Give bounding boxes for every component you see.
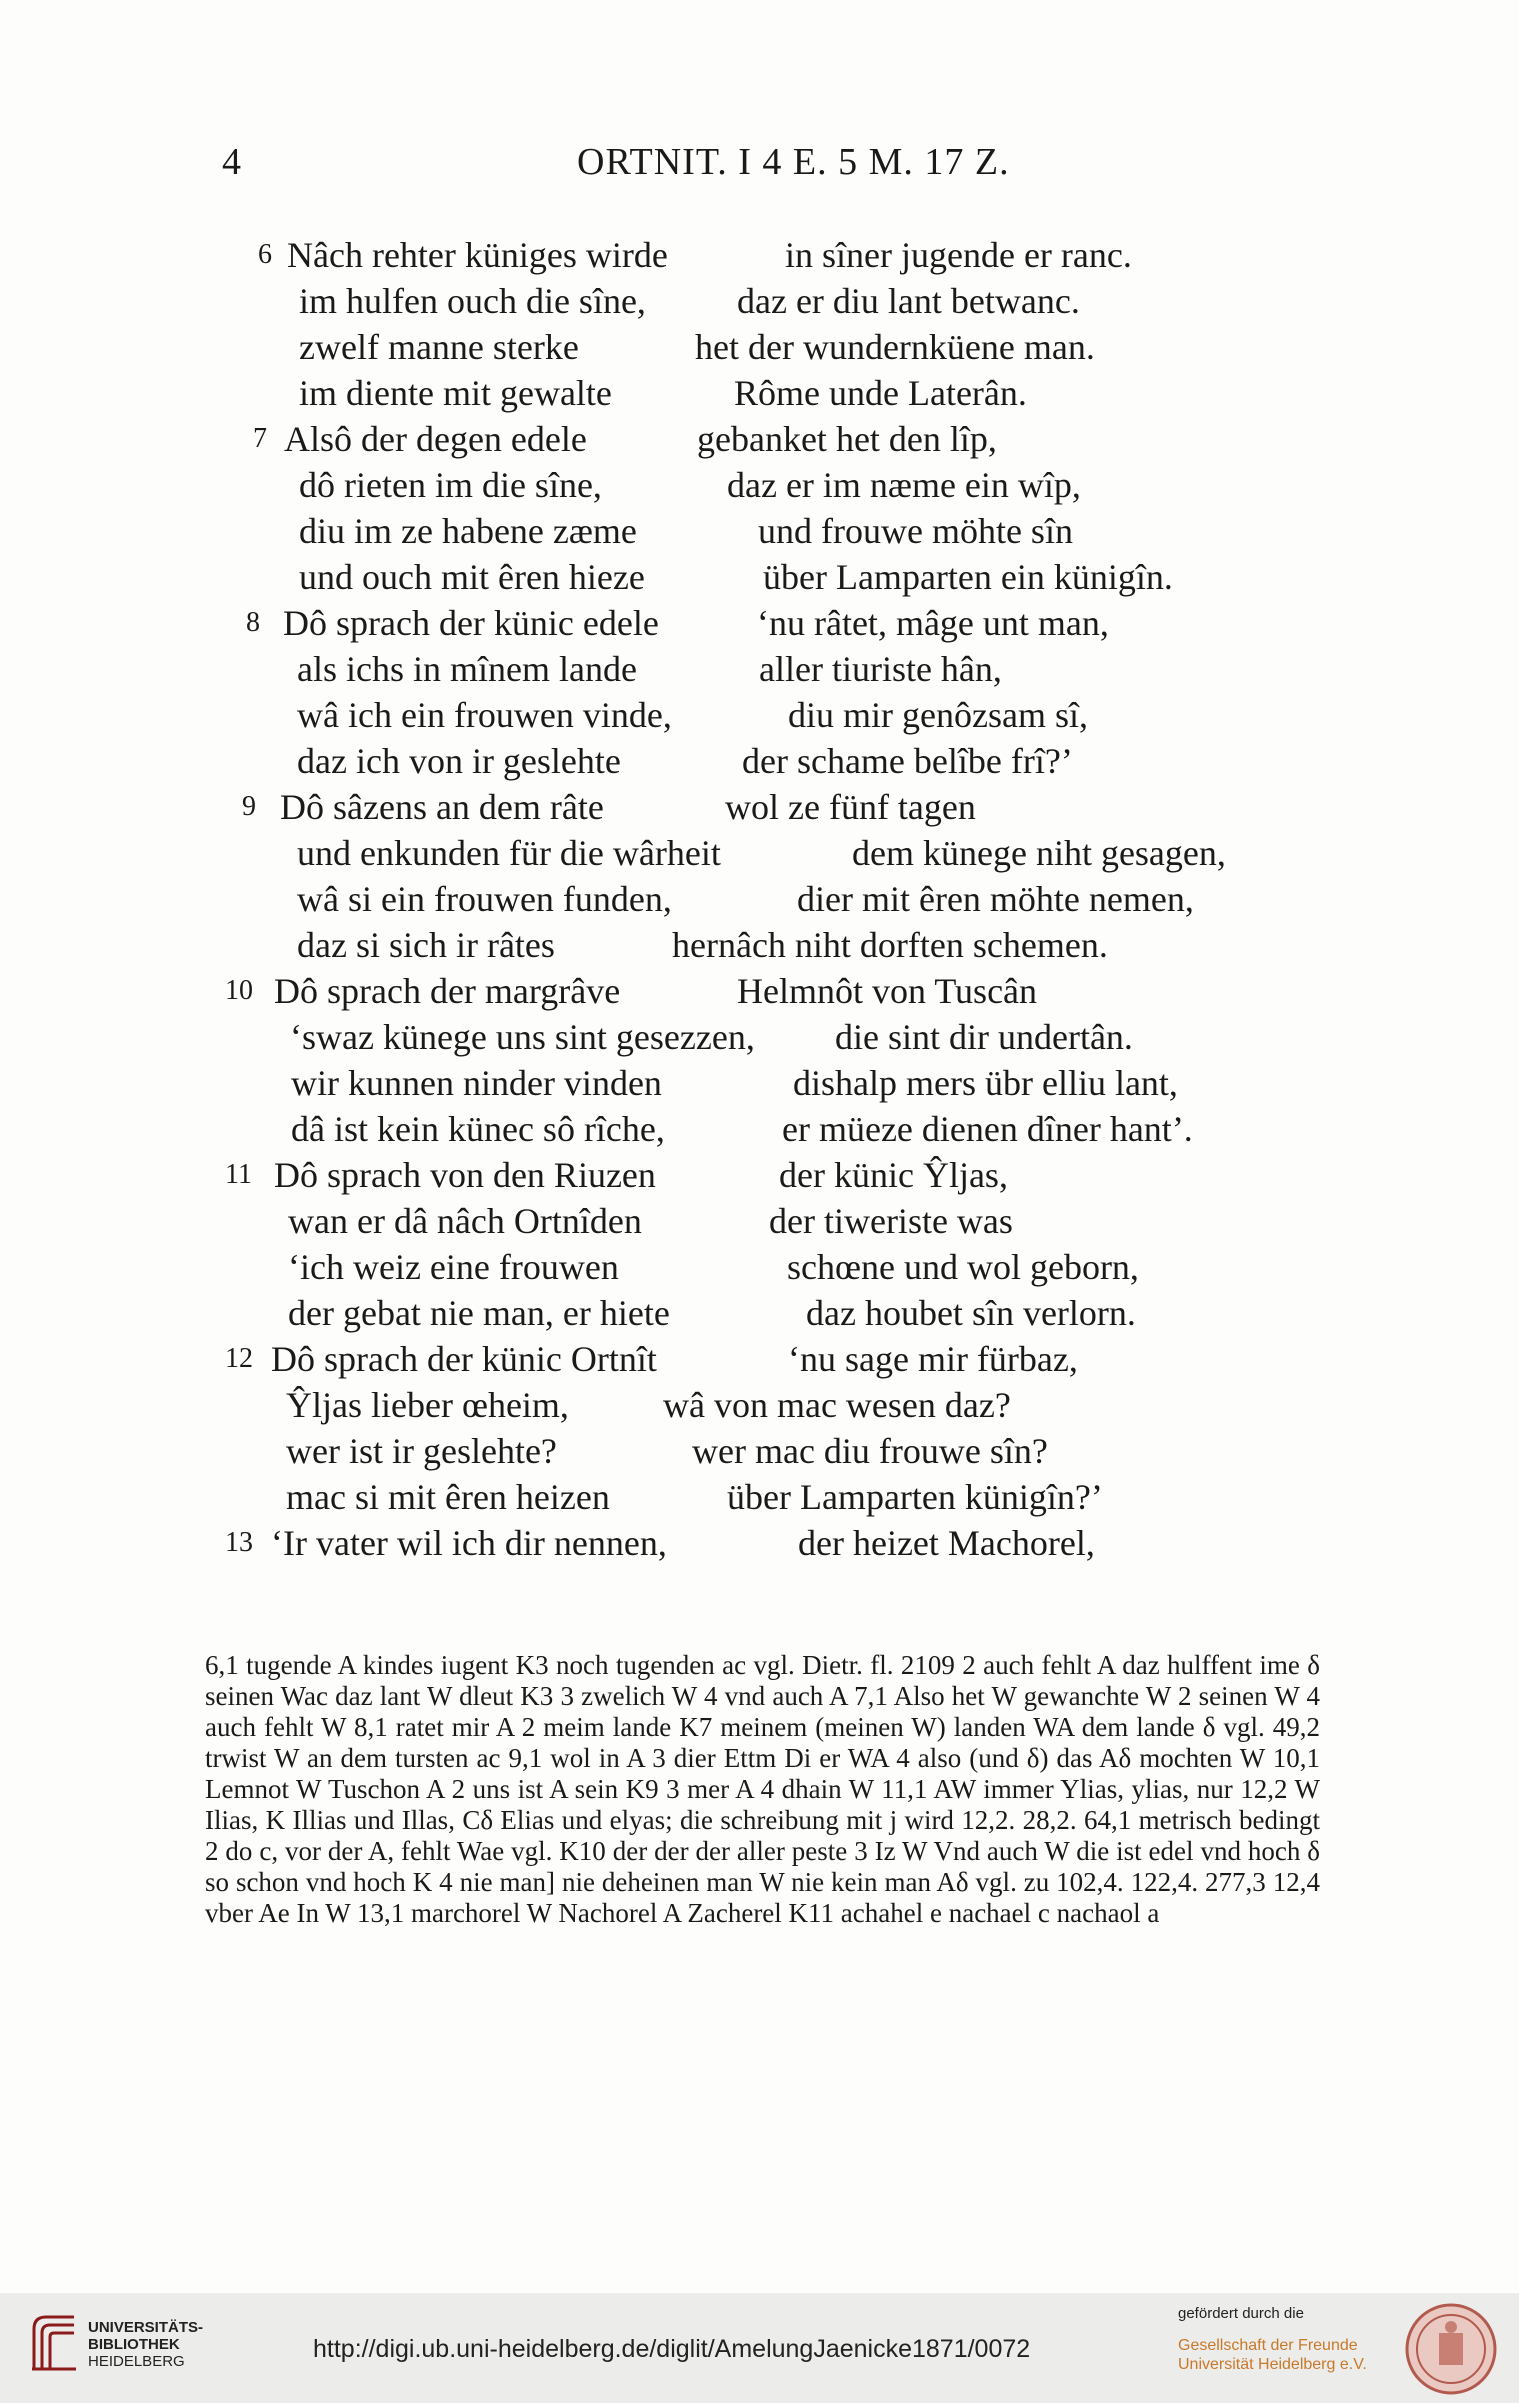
half-line-a: wan er dâ nâch Ortnîden bbox=[288, 1201, 642, 1241]
half-line-b: der heizet Machorel, bbox=[798, 1523, 1095, 1563]
poem-text bbox=[0, 232, 1519, 1566]
half-line-b: gebanket het den lîp, bbox=[697, 419, 997, 459]
half-line-a: und enkunden für die wârheit bbox=[297, 833, 721, 873]
verse-line bbox=[0, 1152, 1519, 1198]
half-line-b: Helmnôt von Tuscân bbox=[737, 971, 1038, 1011]
half-line-a: dô rieten im die sîne, bbox=[299, 465, 602, 505]
verse-line bbox=[0, 646, 1519, 692]
stanza-number: 8 bbox=[246, 607, 260, 638]
half-line-b: der tiweriste was bbox=[769, 1201, 1013, 1241]
half-line-a: ‘Ir vater wil ich dir nennen, bbox=[271, 1523, 667, 1563]
half-line-b: wol ze fünf tagen bbox=[725, 787, 976, 827]
verse-line bbox=[0, 554, 1519, 600]
half-line-b: und frouwe möhte sîn bbox=[758, 511, 1073, 551]
verse-line bbox=[0, 1290, 1519, 1336]
verse-line bbox=[0, 1244, 1519, 1290]
half-line-b: in sîner jugende er ranc. bbox=[785, 235, 1132, 275]
verse-line bbox=[0, 1014, 1519, 1060]
half-line-a: der gebat nie man, er hiete bbox=[288, 1293, 670, 1333]
verse-line bbox=[0, 968, 1519, 1014]
library-logo-icon bbox=[28, 2311, 80, 2375]
verse-line bbox=[0, 370, 1519, 416]
half-line-b: über Lamparten ein künigîn. bbox=[763, 557, 1173, 597]
verse-line bbox=[0, 462, 1519, 508]
verse-line bbox=[0, 1198, 1519, 1244]
apparatus-text: 6,1 tugende A kindes iugent K3 noch tugenden ac vgl. Dietr. fl. 2109 2 auch fehlt A daz hulffent ime δ seinen Wac daz lant W dleut K3 3 zwelich W 4 vnd auch A 7,1 Also het W gewanchte W 2 seinen W 4 auch fehlt W 8,1 ratet mir A 2 meim lande K7 meinem (meinen W) landen WA dem lande δ vgl. 49,2 trwist W an dem tursten ac 9,1 wol in A 3 dier Ettm Di er WA 4 also (und δ) das Aδ mochten W 10,1 Lemnot W Tuschon A 2 uns ist A sein K9 3 mer A 4 dhain W 11,1 AW immer Ylias, ylias, nur 12,2 W Ilias, K Illias und Illas, Cδ Elias und elyas; die schreibung mit j wird 12,2. 28,2. 64,1 metrisch bedingt 2 do c, vor der A, fehlt Wae vgl. K10 der der der aller peste 3 Iz W Vnd auch W die ist edel vnd hoch δ so schon vnd hoch K 4 nie man] nie deheinen man W nie kein man Aδ vgl. zu 102,4. 122,4. 277,3 12,4 vber Ae In W 13,1 marchorel W Nachorel A Zacherel K11 achahel e nachael c nachaol a bbox=[205, 1650, 1320, 1928]
half-line-a: ‘ich weiz eine frouwen bbox=[288, 1247, 619, 1287]
verse-line bbox=[0, 692, 1519, 738]
stanza-number: 7 bbox=[253, 423, 267, 454]
stanza-number: 12 bbox=[225, 1343, 253, 1374]
half-line-a: diu im ze habene zæme bbox=[299, 511, 637, 551]
verse-line bbox=[0, 1474, 1519, 1520]
half-line-b: der künic Ŷljas, bbox=[779, 1155, 1008, 1195]
page-number: 4 bbox=[222, 141, 241, 183]
half-line-a: Dô sprach von den Riuzen bbox=[274, 1155, 656, 1195]
verse-line bbox=[0, 922, 1519, 968]
verse-line bbox=[0, 508, 1519, 554]
half-line-a: Dô sprach der margrâve bbox=[274, 971, 621, 1011]
verse-line bbox=[0, 232, 1519, 278]
half-line-a: dâ ist kein künec sô rîche, bbox=[291, 1109, 665, 1149]
half-line-b: über Lamparten künigîn?’ bbox=[727, 1477, 1103, 1517]
half-line-b: diu mir genôzsam sî, bbox=[788, 695, 1088, 735]
verse-line bbox=[0, 1336, 1519, 1382]
half-line-a: daz si sich ir râtes bbox=[297, 925, 555, 965]
half-line-b: wer mac diu frouwe sîn? bbox=[692, 1431, 1048, 1471]
half-line-a: Dô sâzens an dem râte bbox=[280, 787, 604, 827]
half-line-a: wâ ich ein frouwen vinde, bbox=[297, 695, 672, 735]
stanza-number: 10 bbox=[225, 975, 253, 1006]
verse-line bbox=[0, 324, 1519, 370]
half-line-a: mac si mit êren heizen bbox=[286, 1477, 610, 1517]
half-line-a: Dô sprach der künic Ortnît bbox=[271, 1339, 657, 1379]
stanza-number: 6 bbox=[258, 239, 272, 270]
half-line-a: Nâch rehter küniges wirde bbox=[287, 235, 668, 275]
half-line-b: dem künege niht gesagen, bbox=[852, 833, 1226, 873]
sponsor-label: gefördert durch die bbox=[1178, 2305, 1304, 2322]
page-header bbox=[0, 140, 1519, 200]
verse-line bbox=[0, 830, 1519, 876]
verse-line bbox=[0, 876, 1519, 922]
half-line-a: wâ si ein frouwen funden, bbox=[297, 879, 672, 919]
half-line-a: zwelf manne sterke bbox=[299, 327, 579, 367]
half-line-b: wâ von mac wesen daz? bbox=[663, 1385, 1011, 1425]
half-line-b: Rôme unde Laterân. bbox=[734, 373, 1027, 413]
verse-line bbox=[0, 600, 1519, 646]
half-line-a: ‘swaz künege uns sint gesezzen, bbox=[290, 1017, 755, 1057]
half-line-a: als ichs in mînem lande bbox=[297, 649, 637, 689]
half-line-b: hernâch niht dorften schemen. bbox=[672, 925, 1108, 965]
verse-line bbox=[0, 278, 1519, 324]
half-line-b: dier mit êren möhte nemen, bbox=[797, 879, 1194, 919]
verse-line bbox=[0, 1382, 1519, 1428]
half-line-b: het der wundernküene man. bbox=[695, 327, 1095, 367]
half-line-b: ‘nu sage mir fürbaz, bbox=[788, 1339, 1078, 1379]
half-line-a: daz ich von ir geslehte bbox=[297, 741, 621, 781]
library-name: UNIVERSITÄTS- BIBLIOTHEK HEIDELBERG bbox=[88, 2319, 204, 2370]
half-line-b: der schame belîbe frî?’ bbox=[742, 741, 1073, 781]
stanza-number: 11 bbox=[225, 1159, 252, 1190]
half-line-b: daz houbet sîn verlorn. bbox=[806, 1293, 1136, 1333]
stanza-number: 9 bbox=[242, 791, 256, 822]
half-line-a: im hulfen ouch die sîne, bbox=[299, 281, 646, 321]
footer-bar bbox=[0, 2293, 1519, 2403]
university-seal-icon bbox=[1405, 2303, 1497, 2395]
half-line-a: und ouch mit êren hieze bbox=[299, 557, 645, 597]
half-line-b: schœne und wol geborn, bbox=[787, 1247, 1139, 1287]
half-line-b: die sint dir undertân. bbox=[835, 1017, 1133, 1057]
verse-line bbox=[0, 784, 1519, 830]
half-line-a: wer ist ir geslehte? bbox=[286, 1431, 557, 1471]
running-head: ORTNIT. I 4 E. 5 M. 17 Z. bbox=[577, 141, 1010, 183]
half-line-b: er müeze dienen dîner hant’. bbox=[782, 1109, 1193, 1149]
half-line-b: ‘nu râtet, mâge unt man, bbox=[757, 603, 1109, 643]
sponsor-name: Gesellschaft der Freunde Universität Heidelberg e.V. bbox=[1178, 2337, 1367, 2373]
verse-line bbox=[0, 416, 1519, 462]
half-line-a: Ŷljas lieber œheim, bbox=[286, 1385, 569, 1425]
sponsor-block bbox=[1178, 2305, 1378, 2374]
half-line-a: im diente mit gewalte bbox=[299, 373, 612, 413]
critical-apparatus bbox=[205, 1650, 1320, 1929]
permalink-url[interactable]: http://digi.ub.uni-heidelberg.de/diglit/AmelungJaenicke1871/0072 bbox=[313, 2335, 1031, 2363]
half-line-b: aller tiuriste hân, bbox=[759, 649, 1002, 689]
half-line-a: Alsô der degen edele bbox=[284, 419, 587, 459]
verse-line bbox=[0, 738, 1519, 784]
verse-line bbox=[0, 1428, 1519, 1474]
verse-line bbox=[0, 1060, 1519, 1106]
half-line-a: Dô sprach der künic edele bbox=[283, 603, 659, 643]
verse-line bbox=[0, 1520, 1519, 1566]
half-line-b: daz er im næme ein wîp, bbox=[727, 465, 1081, 505]
verse-line bbox=[0, 1106, 1519, 1152]
half-line-b: dishalp mers übr elliu lant, bbox=[793, 1063, 1178, 1103]
half-line-a: wir kunnen ninder vinden bbox=[291, 1063, 662, 1103]
stanza-number: 13 bbox=[225, 1527, 253, 1558]
half-line-b: daz er diu lant betwanc. bbox=[737, 281, 1080, 321]
